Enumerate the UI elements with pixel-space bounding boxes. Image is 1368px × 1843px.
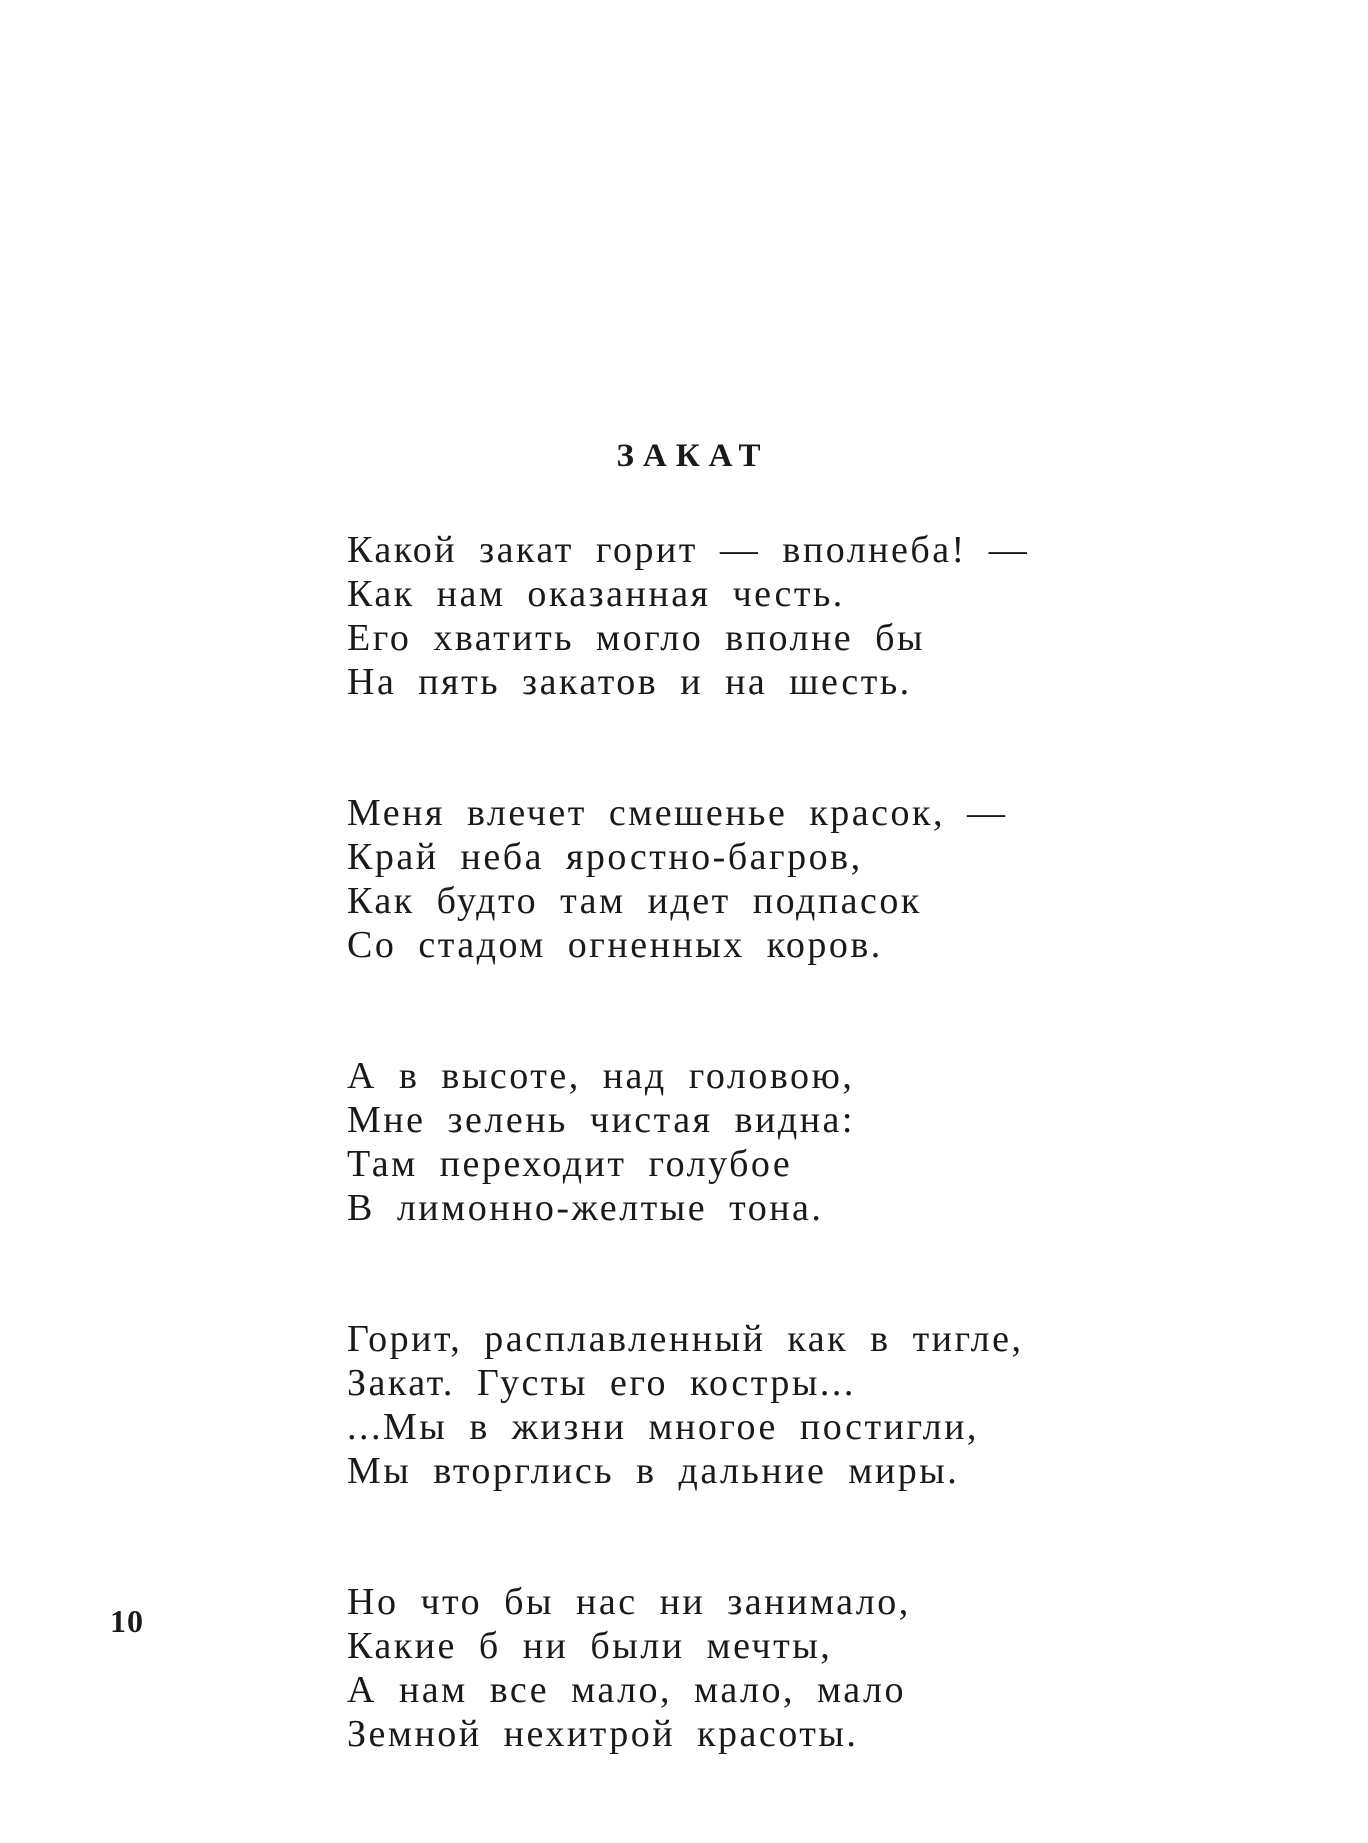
- poem-line: А нам все мало, мало, мало: [347, 1669, 906, 1711]
- poem-line: Какой закат горит — вполнеба! —: [347, 529, 1030, 571]
- poem-line: На пять закатов и на шесть.: [347, 661, 912, 703]
- poem-line: Со стадом огненных коров.: [347, 924, 883, 966]
- poem-line: Меня влечет смешенье красок, —: [347, 792, 1008, 834]
- poem-line: Его хватить могло вполне бы: [347, 617, 926, 659]
- poem-line: Закат. Густы его костры...: [347, 1362, 856, 1404]
- poem-line: В лимонно-желтые тона.: [347, 1187, 824, 1229]
- poem-line: Как нам оказанная честь.: [347, 573, 845, 615]
- poem-line: А в высоте, над головою,: [347, 1055, 855, 1097]
- page-number: 10: [110, 1603, 144, 1639]
- poem-title: ЗАКАТ: [616, 438, 770, 474]
- poem-line: Но что бы нас ни занимало,: [347, 1581, 911, 1623]
- poem-line: Земной нехитрой красоты.: [347, 1713, 859, 1755]
- poem-line: Край неба яростно-багров,: [347, 836, 863, 878]
- poem-line: ...Мы в жизни многое постигли,: [347, 1406, 979, 1448]
- poem-body: [347, 528, 1147, 1843]
- poem-line: Мне зелень чистая видна:: [347, 1099, 855, 1141]
- stanza-3: [347, 1054, 1147, 1230]
- poem-line: Мы вторглись в дальние миры.: [347, 1450, 960, 1492]
- poem-line: Как будто там идет подпасок: [347, 880, 922, 922]
- poem-line: Там переходит голубое: [347, 1143, 793, 1185]
- stanza-5: [347, 1580, 1147, 1756]
- poem-line: Горит, расплавленный как в тигле,: [347, 1318, 1024, 1360]
- stanza-4: [347, 1317, 1147, 1493]
- stanza-2: [347, 791, 1147, 967]
- poem-line: Какие б ни были мечты,: [347, 1625, 833, 1667]
- stanza-1: [347, 528, 1147, 704]
